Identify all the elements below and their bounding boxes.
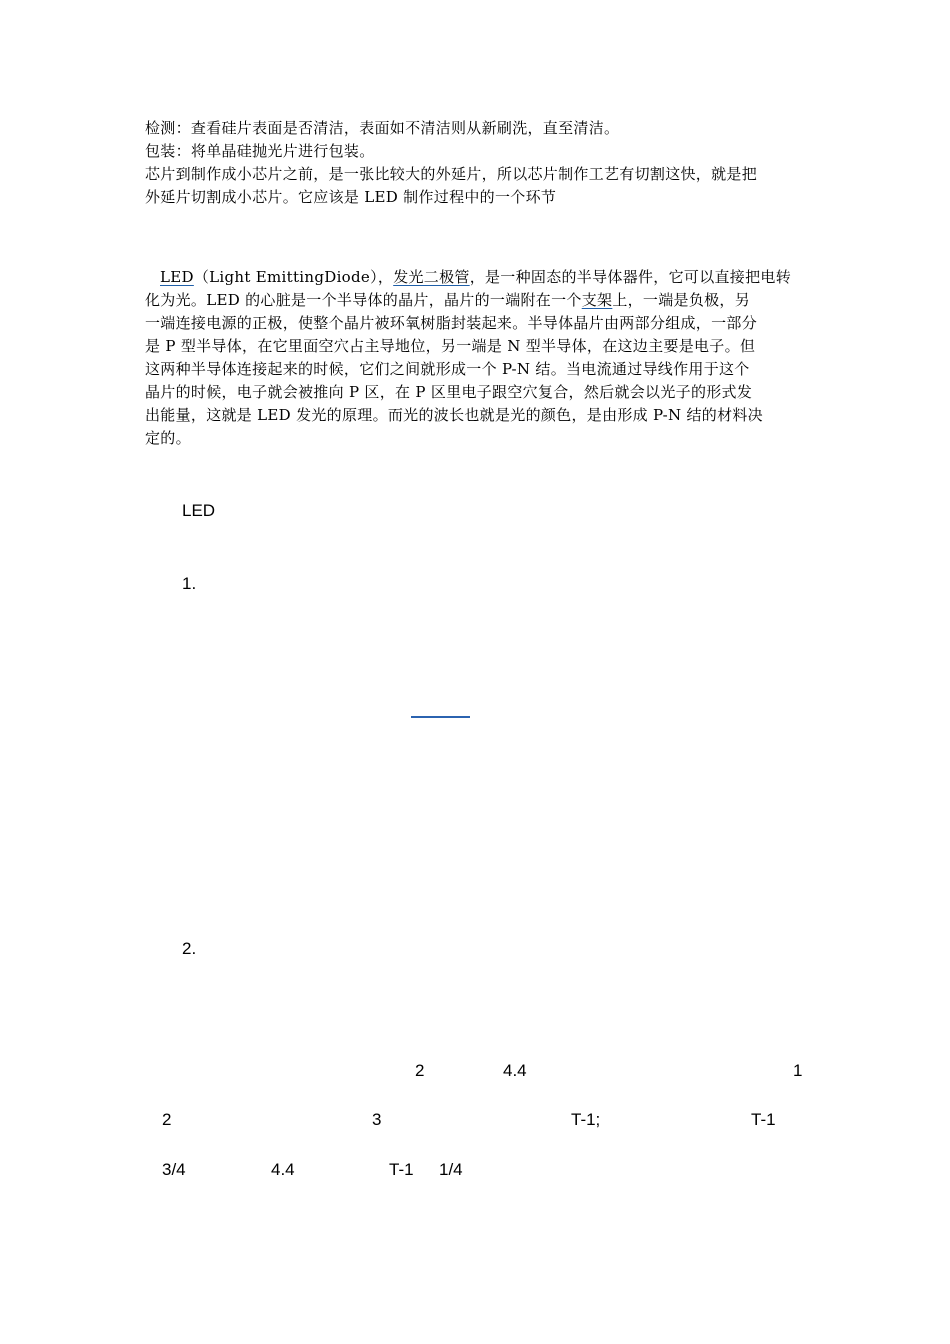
- text-segment: 化为光。LED 的心脏是一个半导体的晶片，晶片的一端附在一个: [145, 291, 582, 309]
- text-line: 芯片到制作成小芯片之前，是一张比较大的外延片，所以芯片制作工艺有切割这快，就是把: [145, 165, 758, 183]
- bracket-link[interactable]: 支架: [581, 291, 613, 309]
- fragment-value: T-1;: [571, 1110, 601, 1129]
- fragment-value: 3: [372, 1110, 382, 1129]
- text-line: 一端连接电源的正极，使整个晶片被环氧树脂封装起来。半导体晶片由两部分组成，一部分: [145, 314, 758, 332]
- item-number-1: 1.: [182, 574, 197, 593]
- text-line: 定的。: [145, 429, 191, 447]
- diode-link[interactable]: 发光二极管: [393, 268, 470, 286]
- text-line: 晶片的时候，电子就会被推向 P 区，在 P 区里电子跟空穴复合，然后就会以光子的形式发: [145, 383, 753, 401]
- text-line: [145, 266, 810, 289]
- led-link[interactable]: LED: [160, 268, 194, 286]
- fragment-value: 2: [415, 1061, 425, 1080]
- item-number-2: 2.: [182, 939, 197, 958]
- link-underline-rule: [411, 716, 470, 718]
- led-full-name: （Light EmittingDiode），: [193, 268, 394, 286]
- text-line: 是 P 型半导体，在它里面空穴占主导地位，另一端是 N 型半导体，在这边主要是电子。但: [145, 337, 756, 355]
- text-line: 包装：将单晶硅抛光片进行包装。: [145, 142, 375, 160]
- fragment-value: 2: [162, 1110, 172, 1129]
- fragment-value: T-1: [751, 1110, 776, 1129]
- fragment-value: 1/4: [439, 1160, 463, 1179]
- led-heading: LED: [182, 501, 216, 520]
- led-paragraph: [145, 266, 810, 450]
- top-paragraph: [145, 117, 810, 209]
- fragment-value: 4.4: [503, 1061, 527, 1080]
- text-line: [145, 289, 810, 312]
- fragment-value: 4.4: [271, 1160, 295, 1179]
- text-segment: 上，一端是负极，另: [612, 291, 751, 309]
- fragment-value: 3/4: [162, 1160, 186, 1179]
- text-line: 这两种半导体连接起来的时候，它们之间就形成一个 P-N 结。当电流通过导线作用于这个: [145, 360, 750, 378]
- fragment-value: 1: [793, 1061, 803, 1080]
- text-line: 出能量，这就是 LED 发光的原理。而光的波长也就是光的颜色，是由形成 P-N 结的材料决: [145, 406, 763, 424]
- text-segment: ，是一种固态的半导体器件，它可以直接把电转: [469, 268, 792, 286]
- fragment-value: T-1: [389, 1160, 414, 1179]
- text-line: 检测：查看硅片表面是否清洁，表面如不清洁则从新刷洗，直至清洁。: [145, 119, 620, 137]
- text-line: 外延片切割成小芯片。它应该是 LED 制作过程中的一个环节: [145, 188, 557, 206]
